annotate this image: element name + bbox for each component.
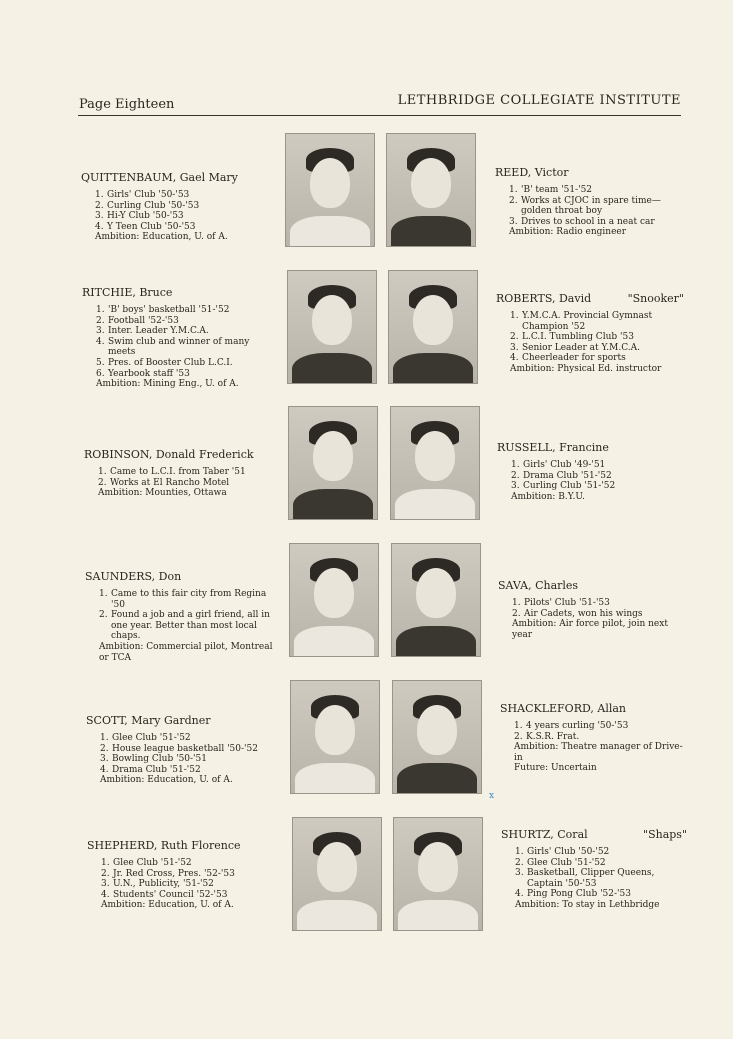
photo-sava	[391, 543, 481, 657]
activity-item: 3. Drives to school in a neat car	[509, 216, 655, 227]
page-number: Page Eighteen	[79, 97, 175, 112]
pen-mark: x	[489, 791, 495, 801]
activity-item: 2. Works at El Rancho Motel	[98, 477, 230, 488]
ambition: Ambition: Education, U. of A.	[101, 900, 234, 911]
activity-item: 1. 'B' boys' basketball '51-'52	[96, 305, 230, 315]
entry-quittenbaum	[81, 171, 271, 243]
activity-item: 1. Came to this fair city from Regina '50	[99, 589, 267, 610]
activity-item: 3. Bowling Club '50-'51	[100, 754, 207, 765]
ambition: Ambition: Mining Eng., U. of A.	[96, 379, 239, 390]
activity-item: 5. Pres. of Booster Club L.C.I.	[96, 357, 233, 368]
photo-quittenbaum	[285, 133, 375, 247]
entry-sava	[498, 579, 688, 640]
activity-item: 4. Ping Pong Club '52-'53	[515, 889, 631, 900]
activity-item: 3. Senior Leader at Y.M.C.A.	[510, 342, 641, 353]
activity-item: 1. 4 years curling '50-'53	[514, 721, 629, 731]
activity-item: 2. House league basketball '50-'52	[100, 743, 258, 754]
photo-shackleford	[392, 680, 482, 794]
entry-shurtz	[501, 828, 687, 911]
activity-item: 2. K.S.R. Frat.	[514, 731, 580, 742]
ambition: Ambition: B.Y.U.	[511, 491, 586, 502]
student-name: ROBERTS, David "Snooker"	[496, 292, 684, 305]
photo-reed	[386, 133, 476, 247]
student-name: ROBINSON, Donald Frederick	[84, 448, 254, 461]
entry-reed	[495, 166, 685, 238]
student-name: SAUNDERS, Don	[85, 570, 182, 583]
photo-saunders	[289, 543, 379, 657]
nickname: "Snooker"	[627, 292, 684, 305]
entry-saunders	[85, 570, 275, 663]
photo-roberts	[388, 270, 478, 384]
activity-item: 1. Came to L.C.I. from Taber '51	[98, 467, 246, 477]
activity-item: 1. Y.M.C.A. Provincial Gymnast Champion '52	[510, 311, 653, 332]
ambition: Ambition: Radio engineer	[509, 227, 627, 238]
header-rule	[78, 115, 681, 116]
ambition: Ambition: Air force pilot, join next year	[512, 619, 668, 640]
photo-ritchie	[287, 270, 377, 384]
student-name: SHEPHERD, Ruth Florence	[87, 839, 241, 852]
activity-item: 6. Yearbook staff '53	[96, 368, 190, 379]
ambition: Ambition: Education, U. of A.	[100, 775, 233, 786]
student-name: RITCHIE, Bruce	[82, 286, 173, 299]
student-name: RUSSELL, Francine	[497, 441, 609, 454]
student-name: SHURTZ, Coral "Shaps"	[501, 828, 687, 841]
photo-shepherd	[292, 817, 382, 931]
ambition: Ambition: Mounties, Ottawa	[98, 488, 227, 499]
activity-item: 2. Drama Club '51-'52	[511, 470, 612, 481]
activity-item: 2. Glee Club '51-'52	[515, 857, 606, 868]
school-name: LETHBRIDGE COLLEGIATE INSTITUTE	[397, 93, 681, 108]
photo-scott	[290, 680, 380, 794]
activity-item: 1. Girls' Club '49-'51	[511, 460, 606, 470]
photo-robinson	[288, 406, 378, 520]
activity-item: 1. Pilots' Club '51-'53	[512, 598, 610, 608]
photo-russell	[390, 406, 480, 520]
activity-item: 4. Y Teen Club '50-'53	[95, 221, 196, 232]
activity-item: 4. Drama Club '51-'52	[100, 764, 201, 775]
student-name: SCOTT, Mary Gardner	[86, 714, 211, 727]
entry-shepherd	[87, 839, 277, 911]
activity-item: 2. Football '52-'53	[96, 315, 179, 326]
student-name: SAVA, Charles	[498, 579, 579, 592]
entry-ritchie	[82, 286, 272, 390]
ambition: Ambition: To stay in Lethbridge	[515, 899, 660, 910]
future: Future: Uncertain	[514, 763, 597, 774]
activity-item: 2. Works at CJOC in spare time— golden throat boy	[509, 195, 661, 217]
activity-item: 3. Curling Club '51-'52	[511, 481, 616, 492]
activity-item: 2. L.C.I. Tumbling Club '53	[510, 332, 634, 343]
activity-item: 1. Girls' Club '50-'52	[515, 847, 610, 857]
entry-robinson	[84, 448, 274, 499]
ambition: Ambition: Physical Ed. instructor	[510, 363, 662, 374]
ambition: Ambition: Education, U. of A.	[95, 232, 228, 243]
activity-item: 1. Glee Club '51-'52	[101, 858, 192, 868]
entry-roberts	[496, 292, 684, 375]
entry-scott	[86, 714, 276, 786]
entry-shackleford	[500, 702, 690, 774]
student-name: REED, Victor	[495, 166, 569, 179]
activity-item: 1. 'B' team '51-'52	[509, 185, 593, 195]
activity-item: 4. Cheerleader for sports	[510, 353, 626, 364]
activity-item: 3. Inter. Leader Y.M.C.A.	[96, 326, 209, 337]
ambition: Ambition: Commercial pilot, Montreal or TCA	[99, 641, 273, 663]
activity-item: 2. Jr. Red Cross, Pres. '52-'53	[101, 868, 235, 879]
entry-russell	[497, 441, 687, 502]
photo-shurtz	[393, 817, 483, 931]
activity-item: 2. Curling Club '50-'53	[95, 200, 200, 211]
student-name: QUITTENBAUM, Gael Mary	[81, 171, 238, 184]
activity-item: 3. Basketball, Clipper Queens, Captain '50-'53	[515, 868, 655, 889]
activity-item: 1. Glee Club '51-'52	[100, 733, 191, 743]
ambition: Ambition: Theatre manager of Drive-in	[514, 742, 683, 763]
activity-item: 3. Hi-Y Club '50-'53	[95, 211, 184, 222]
activity-item: 3. U.N., Publicity, '51-'52	[101, 879, 214, 890]
activity-item: 4. Students' Council '52-'53	[101, 889, 228, 900]
activity-item: 2. Found a job and a girl friend, all in one year. Better than most local chaps.	[99, 610, 270, 642]
activity-item: 2. Air Cadets, won his wings	[512, 608, 643, 619]
activity-item: 1. Girls' Club '50-'53	[95, 190, 190, 200]
activity-item: 4. Swim club and winner of many meets	[96, 336, 250, 358]
nickname: "Shaps"	[643, 828, 687, 841]
student-name: SHACKLEFORD, Allan	[500, 702, 627, 715]
